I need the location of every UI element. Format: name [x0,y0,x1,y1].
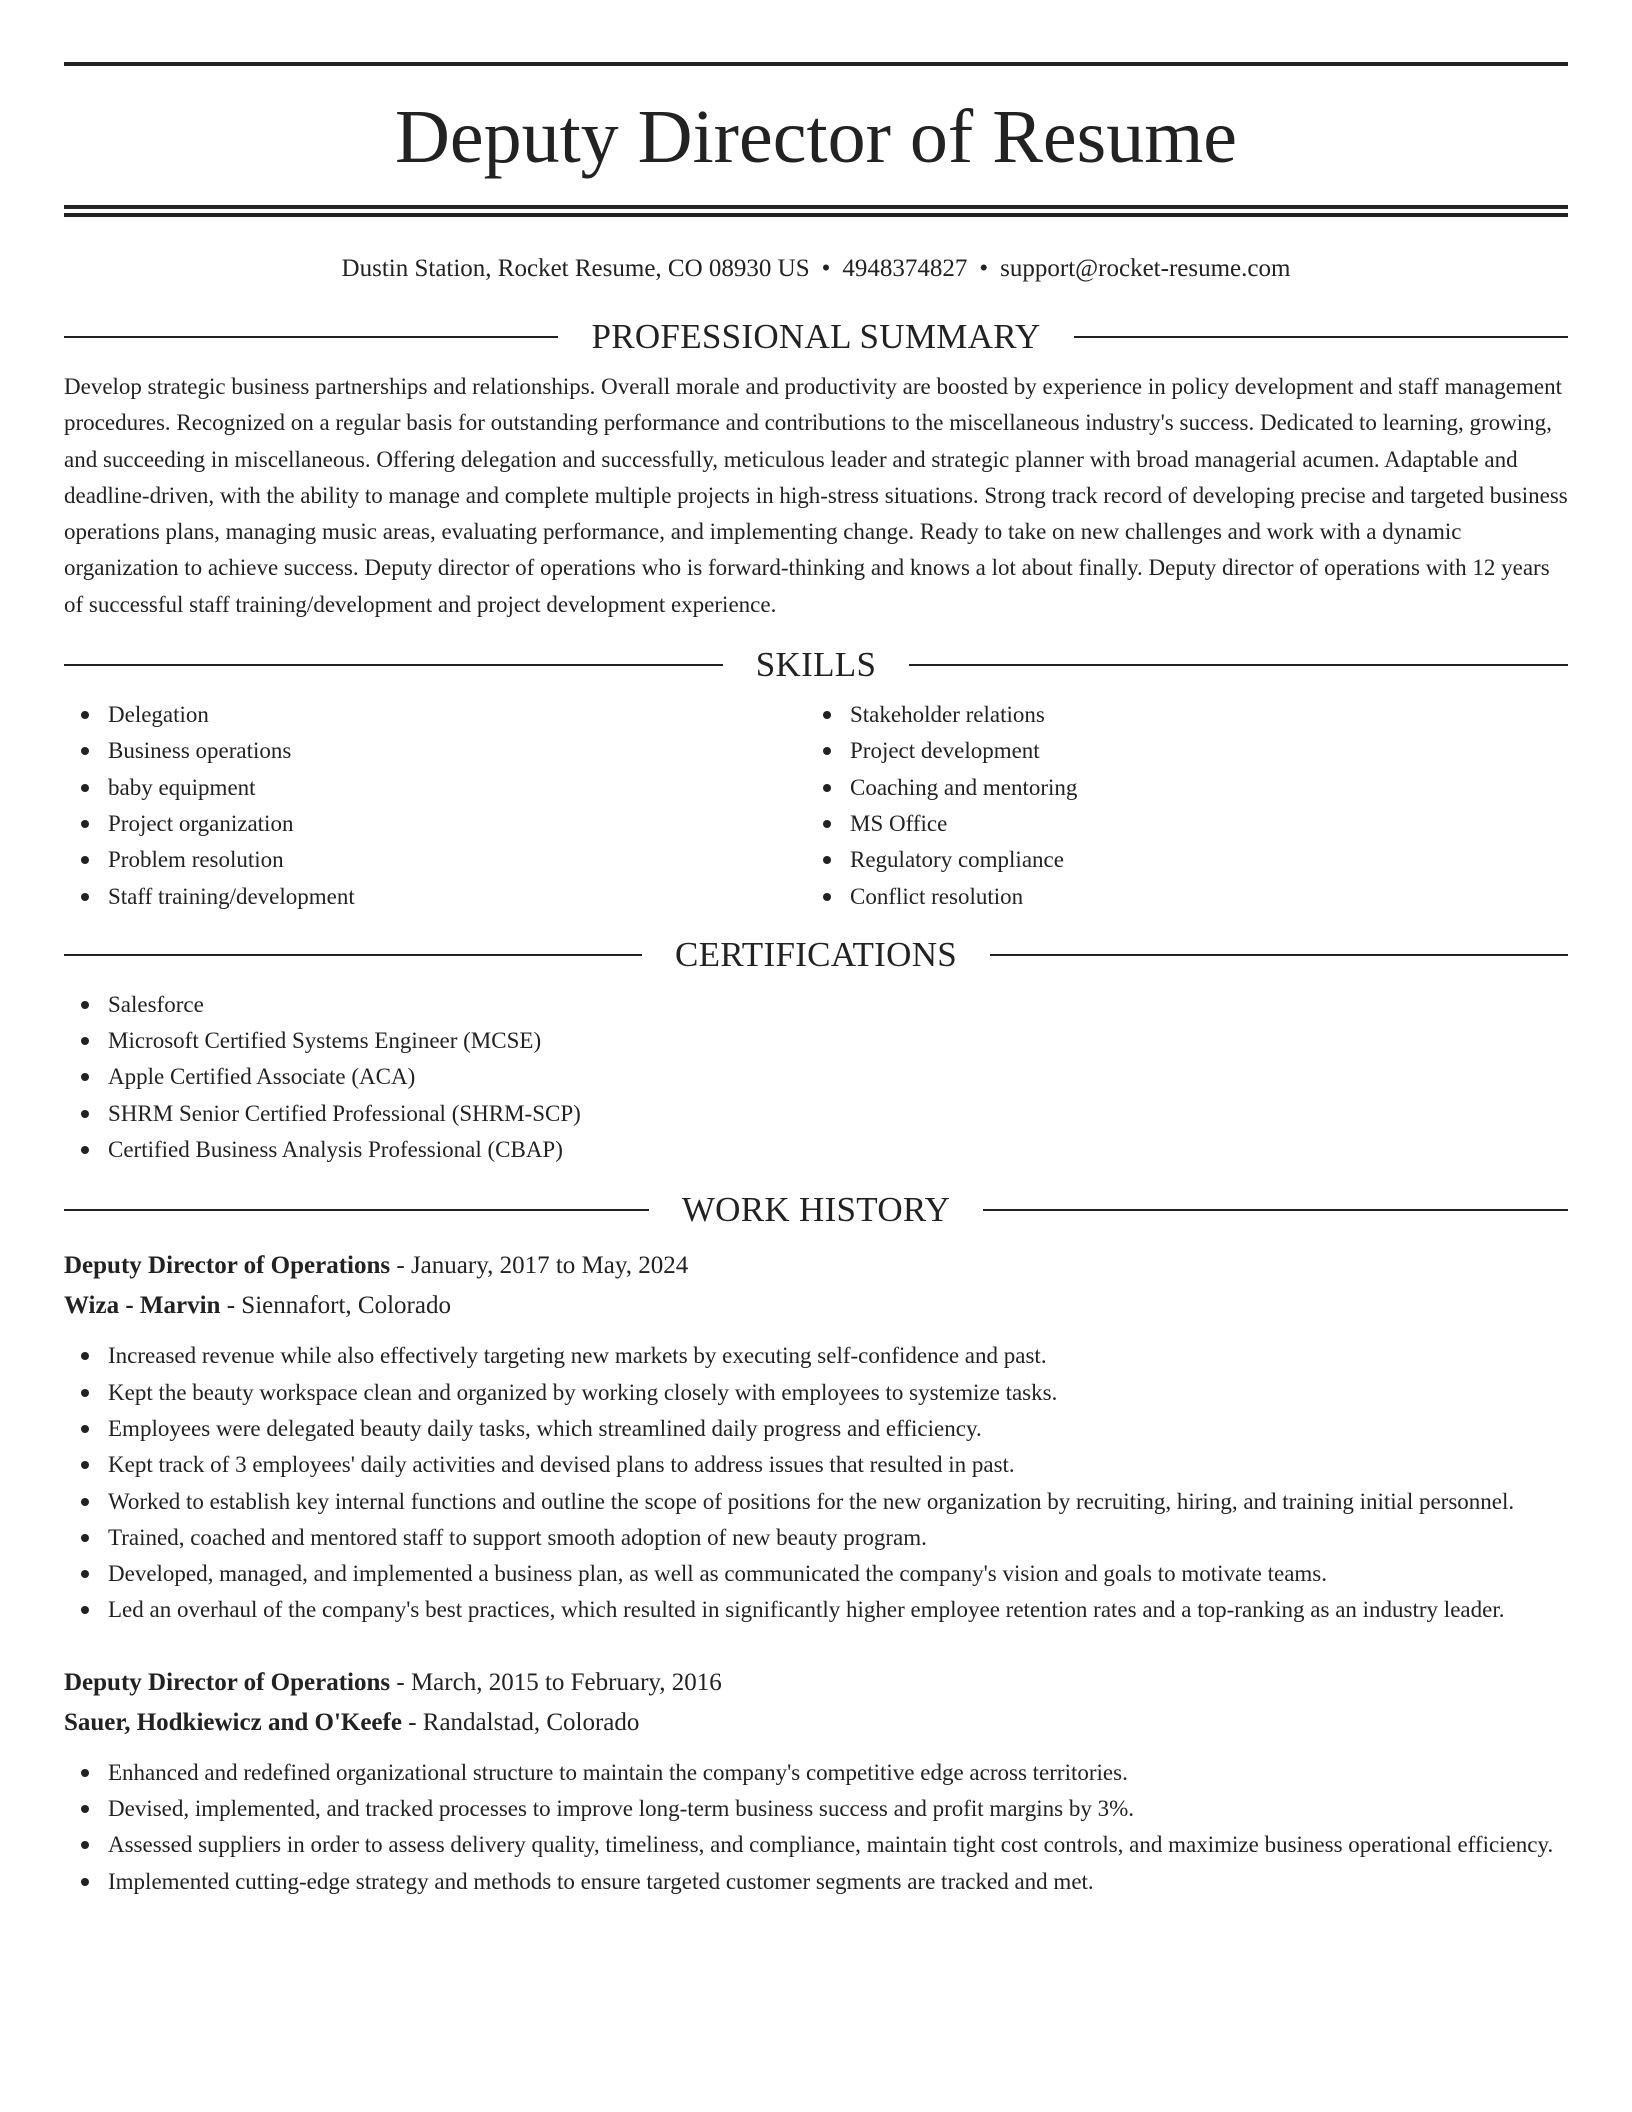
heading-rule-right [990,954,1568,956]
skill-item: Delegation [64,697,806,733]
skill-item: Staff training/development [64,879,806,915]
job-bullets [64,1755,1568,1900]
job-location: - Siennafort, Colorado [220,1292,451,1320]
skills-heading: SKILLS [755,645,877,685]
skills-list-left [64,697,806,915]
job-title-line [64,1663,1568,1703]
skills-grid [64,685,1568,915]
skill-item: baby equipment [64,770,806,806]
job-company-line [64,1703,1568,1743]
job-bullet: Developed, managed, and implemented a business plan, as well as communicated the company's vision and goals to motivate teams. [64,1556,1568,1592]
job-location: - Randalstad, Colorado [401,1708,640,1736]
job-bullet: Employees were delegated beauty daily tasks, which streamlined daily progress and efficiency. [64,1411,1568,1447]
job-bullet: Trained, coached and mentored staff to support smooth adoption of new beauty program. [64,1520,1568,1556]
job-dates: - March, 2015 to February, 2016 [390,1668,722,1696]
contact-email: support@rocket-resume.com [1000,255,1291,282]
certification-item: Certified Business Analysis Professional (CBAP) [64,1132,1568,1168]
heading-rule-left [64,336,558,338]
heading-rule-left [64,664,723,666]
certification-item: Apple Certified Associate (ACA) [64,1059,1568,1095]
header-double-rule [64,205,1568,217]
work-heading: WORK HISTORY [681,1190,951,1230]
skill-item: Project development [806,733,1548,769]
job-bullet: Worked to establish key internal functions and outline the scope of positions for the new organization by recruiting, hiring, and training initial personnel. [64,1484,1568,1520]
job-bullet: Kept track of 3 employees' daily activities and devised plans to address issues that resulted in past. [64,1447,1568,1483]
skills-section-heading [64,645,1568,685]
certification-item: Microsoft Certified Systems Engineer (MCSE) [64,1023,1568,1059]
resume-page [64,0,1568,1900]
job-title-line [64,1246,1568,1286]
contact-line [64,255,1568,289]
header-top-rule [64,62,1568,66]
skills-list-right [806,697,1548,915]
job-bullet: Assessed suppliers in order to assess delivery quality, timeliness, and compliance, maintain tight cost controls, and maximize business operational efficiency. [64,1827,1568,1863]
job-bullet: Led an overhaul of the company's best practices, which resulted in significantly higher employee retention rates and a top-ranking as an industry leader. [64,1592,1568,1628]
job-bullet: Increased revenue while also effectively targeting new markets by executing self-confidence and past. [64,1338,1568,1374]
job-bullet: Implemented cutting-edge strategy and methods to ensure targeted customer segments are tracked and met. [64,1864,1568,1900]
summary-section-heading [64,317,1568,357]
skill-item: Regulatory compliance [806,842,1548,878]
job-bullets [64,1338,1568,1628]
summary-heading: PROFESSIONAL SUMMARY [591,317,1041,356]
job-company: Wiza - Marvin [64,1292,221,1320]
certifications-heading: CERTIFICATIONS [674,934,958,974]
heading-rule-right [909,664,1568,666]
job-dates: - January, 2017 to May, 2024 [390,1252,689,1280]
job-title: Deputy Director of Operations [64,1252,391,1280]
heading-rule-left [64,1209,649,1211]
certifications-list [64,987,1568,1168]
job-title: Deputy Director of Operations [64,1668,391,1696]
heading-rule-left [64,954,642,956]
certification-item: SHRM Senior Certified Professional (SHRM-SCP) [64,1096,1568,1132]
resume-name: Deputy Director of Resume [394,95,1238,179]
contact-phone: 4948374827 [842,255,968,282]
heading-rule-right [983,1209,1568,1211]
skill-item: Conflict resolution [806,879,1548,915]
job-company-line [64,1286,1568,1326]
skill-item: Coaching and mentoring [806,770,1548,806]
skill-item: Business operations [64,733,806,769]
job-bullet: Devised, implemented, and tracked processes to improve long-term business success and profit margins by 3%. [64,1791,1568,1827]
certification-item: Salesforce [64,987,1568,1023]
skill-item: Stakeholder relations [806,697,1548,733]
skill-item: MS Office [806,806,1548,842]
job-entry [64,1663,1568,1900]
job-entry [64,1246,1568,1628]
job-company: Sauer, Hodkiewicz and O'Keefe [64,1708,402,1736]
skill-item: Problem resolution [64,842,806,878]
job-bullet: Enhanced and redefined organizational structure to maintain the company's competitive edge across territories. [64,1755,1568,1791]
contact-separator: • [821,255,831,282]
skill-item: Project organization [64,806,806,842]
work-section-heading [64,1190,1568,1230]
certifications-section-heading [64,935,1568,975]
heading-rule-right [1074,336,1568,338]
contact-address: Dustin Station, Rocket Resume, CO 08930 US [341,255,810,282]
contact-separator: • [979,255,989,282]
summary-text: Develop strategic business partnerships and relationships. Overall morale and productivity are boosted by experience in policy development and staff management procedures. Recognized on a regular basis for outstanding performance and contributions to the miscellaneous industry's success. Dedicated to learning, growing, and succeeding in miscellaneous. Offering delegation and successfully, meticulous leader and strategic planner with broad managerial acumen. Adaptable and deadline-driven, with the ability to manage and complete multiple projects in high-stress situations. Strong track record of developing precise and targeted business operations plans, managing music areas, evaluating performance, and implementing change. Ready to take on new challenges and work with a dynamic organization to achieve success. Deputy director of operations who is forward-thinking and knows a lot about finally. Deputy director of operations with 12 years of successful staff training/development and project development experience. [64,374,1568,617]
job-bullet: Kept the beauty workspace clean and organized by working closely with employees to systemize tasks. [64,1375,1568,1411]
